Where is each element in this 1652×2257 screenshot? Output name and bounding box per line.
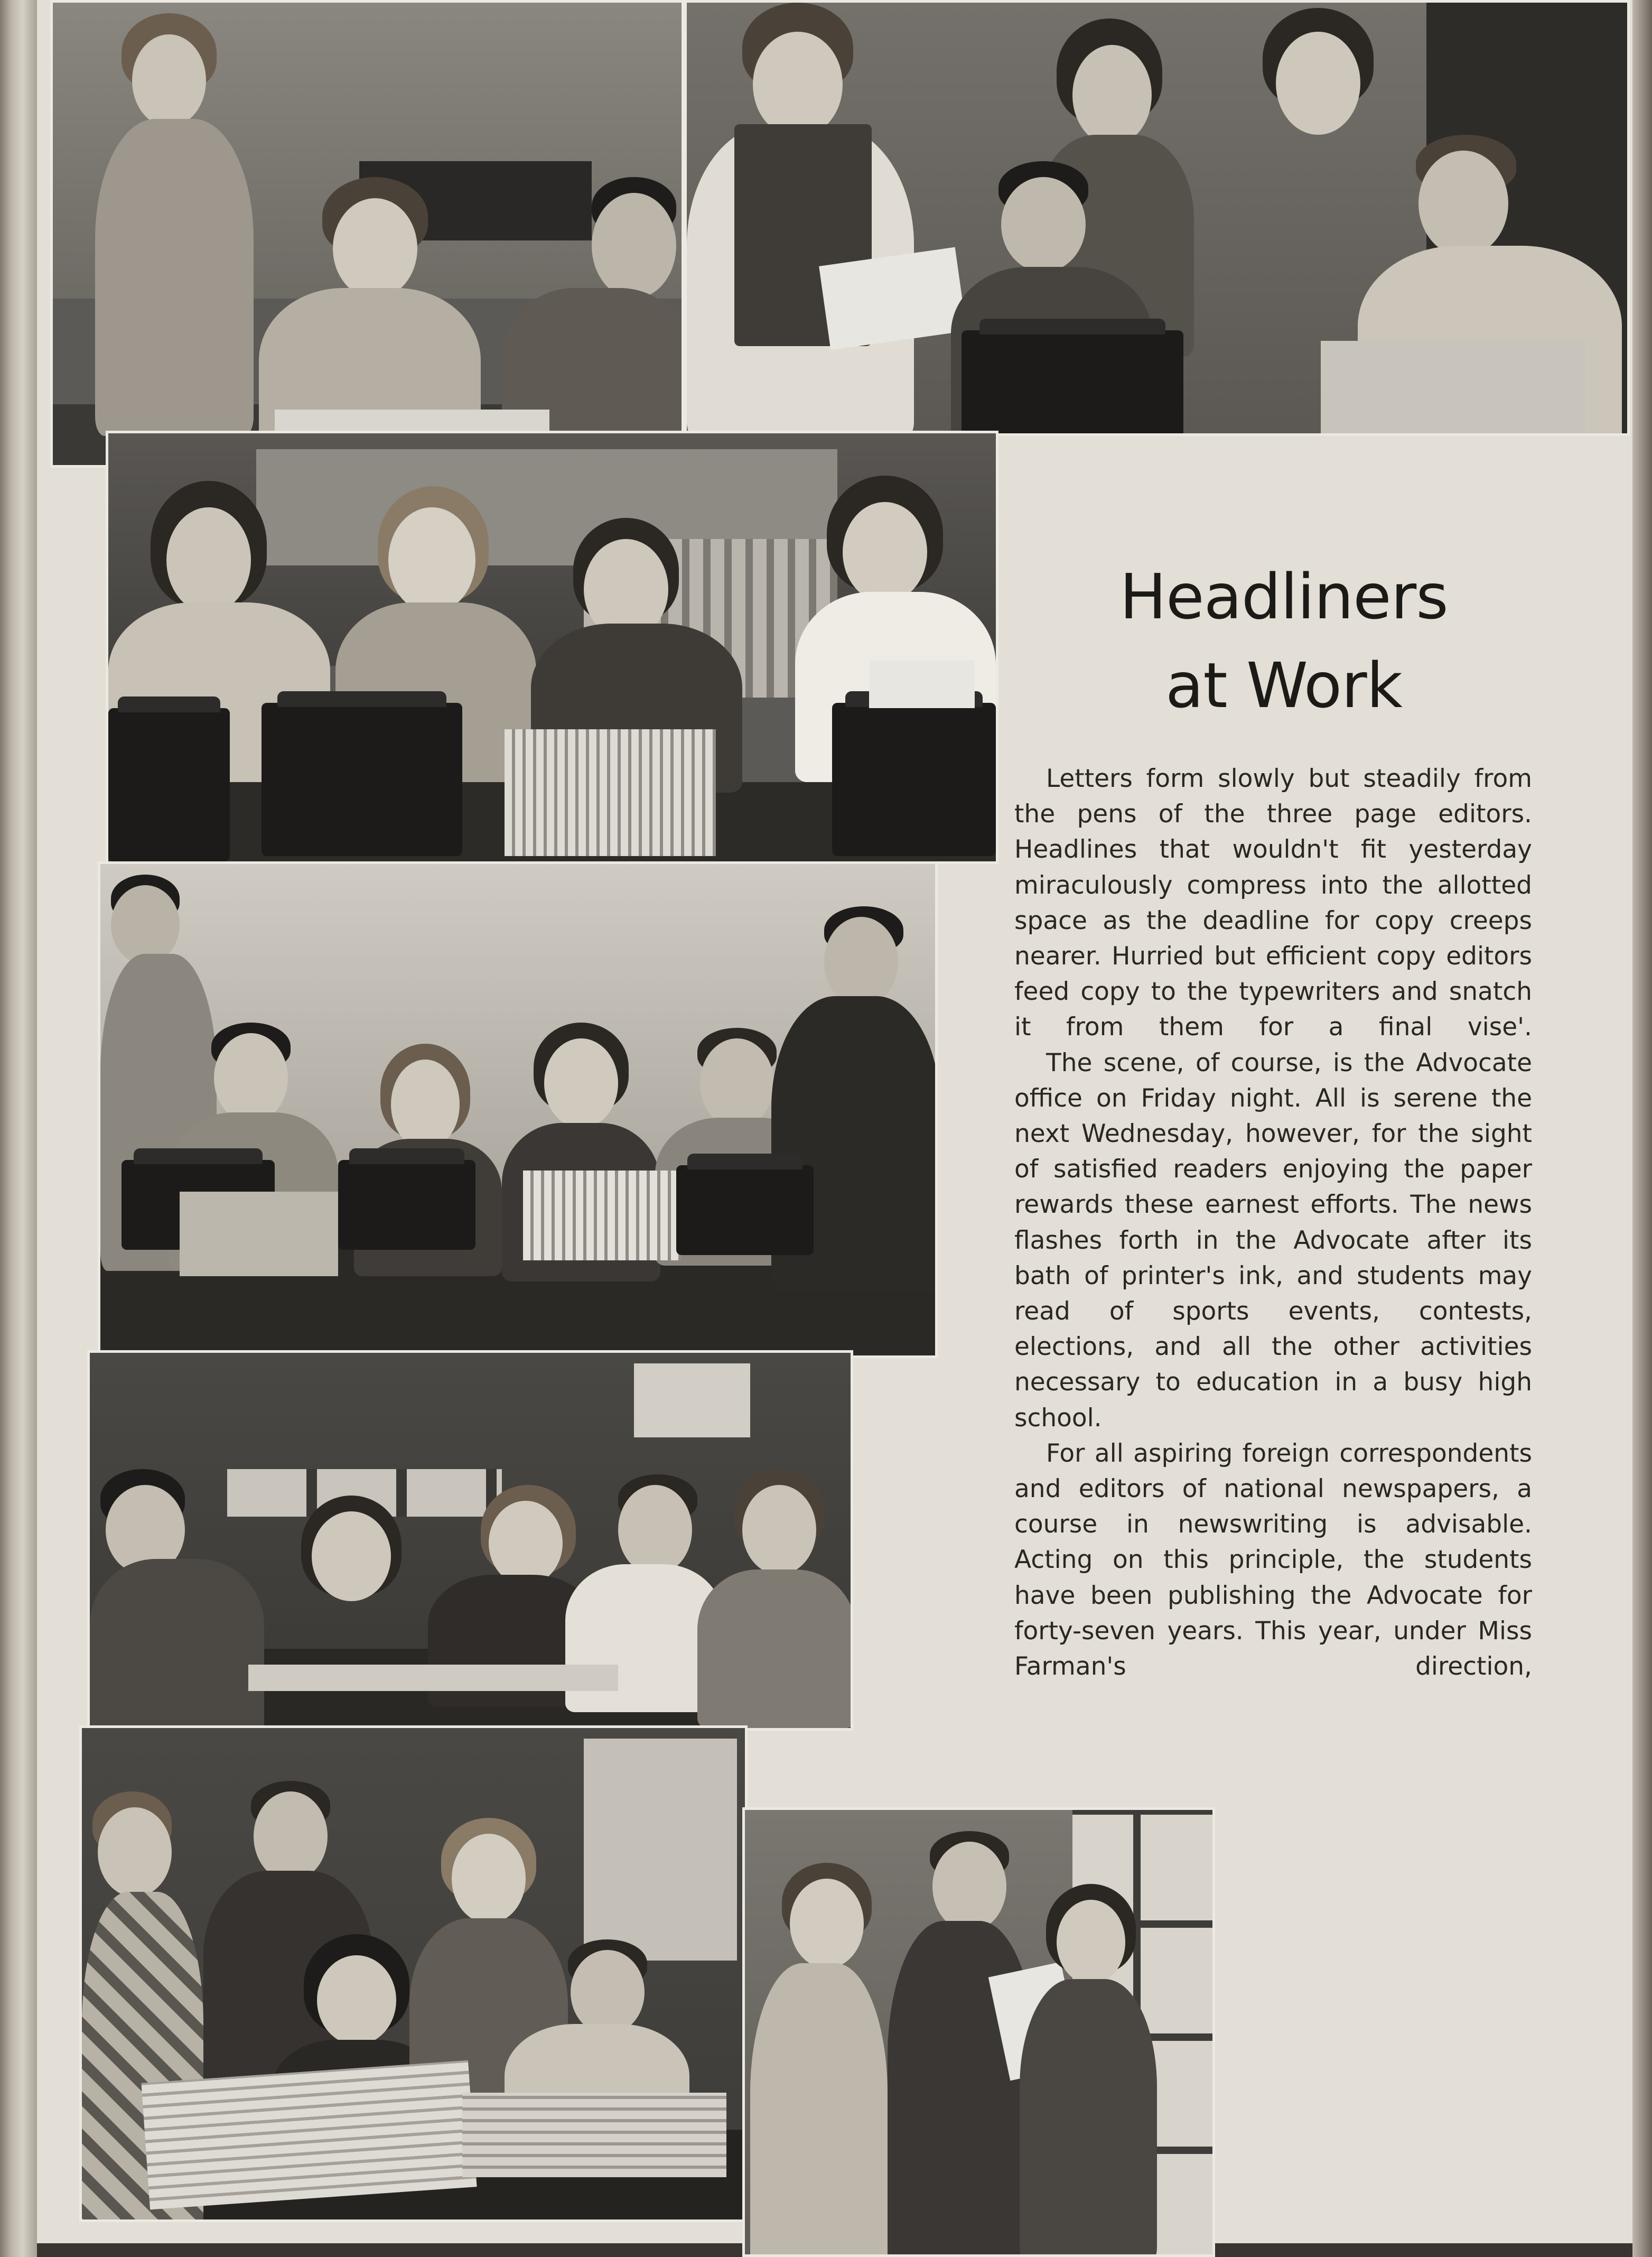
article-body	[1014, 761, 1532, 1684]
article-paragraph-3: For all aspiring foreign correspondents and editors of national newspapers, a course in newswriting is advisable. Acting on this principle, the students have been publishing the Advocate for forty-seven years. This year, under Miss Farman's direction,	[1014, 1438, 1532, 1682]
page-headline	[1004, 552, 1564, 730]
article-paragraph-2: The scene, of course, is the Advocate office on Friday night. All is serene the next Wednesday, however, for the sight of satisfied readers enjoying the paper rewards these earnest efforts. The news flashes forth in the Advocate after its bath of printer's ink, and students may read of sports events, contests, elections, and all the other activities necessary to education in a busy high school.	[1014, 1048, 1532, 1433]
photo-typing-row	[106, 431, 998, 864]
photo-newspaper-table	[79, 1725, 748, 2222]
article-paragraph-1: Letters form slowly but steadily from the pens of the three page editors. Headlines that wouldn't fit yesterday miraculously compress into the allotted space as the deadline for copy creeps nearer. Hurried but efficient copy editors feed copy to the typewriters and snatch it from them for a final vise'.	[1014, 764, 1532, 1042]
photo-reading-papers	[742, 1807, 1215, 2257]
headline-line-2: at Work	[1165, 649, 1402, 722]
headline-line-1: Headliners	[1119, 560, 1448, 633]
photo-writing-desk	[87, 1350, 853, 1731]
page-edge	[1632, 0, 1652, 2257]
book-spine	[0, 0, 37, 2257]
photo-top-left-desk-workers	[50, 0, 684, 468]
photo-top-right-typists	[684, 0, 1630, 436]
photo-typewriter-table	[98, 861, 938, 1358]
